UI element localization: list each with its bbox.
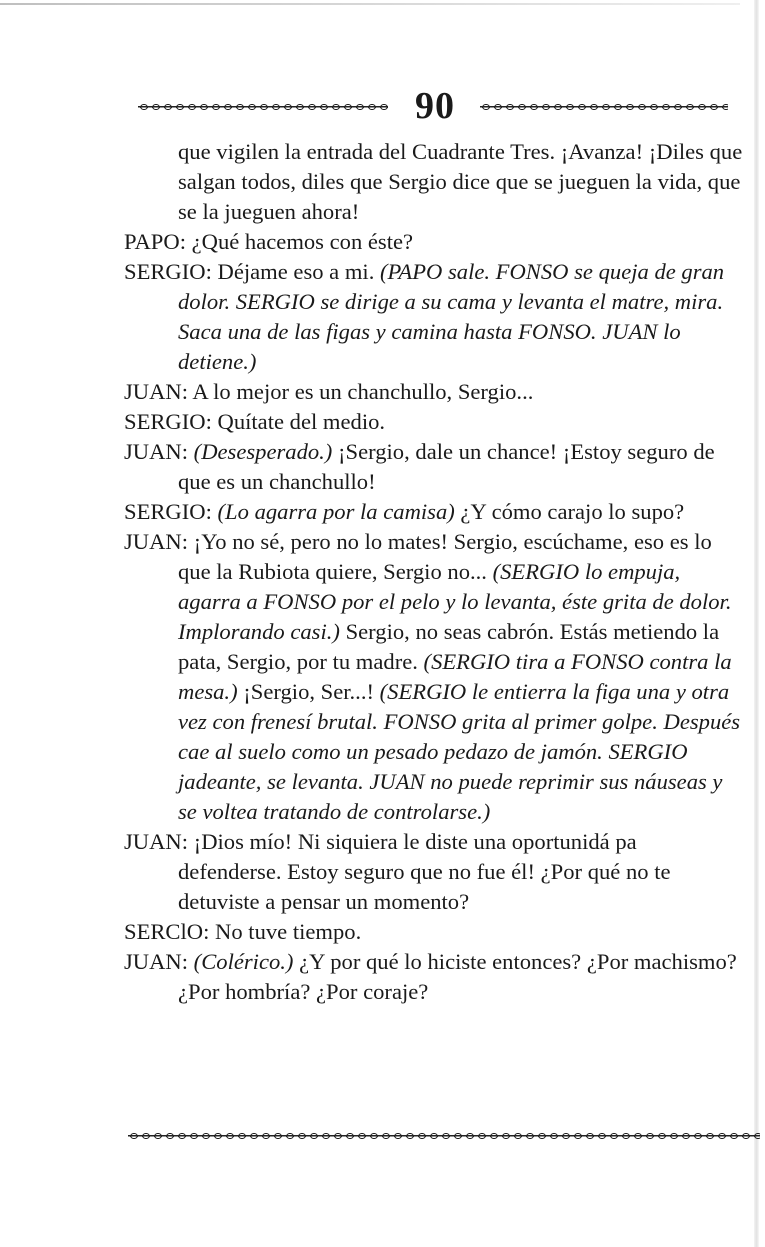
page-top-edge <box>0 3 740 5</box>
stage-direction: (Desesperado.) <box>193 439 333 464</box>
dialogue-text: SERClO: No tuve tiempo. <box>124 919 362 944</box>
dialogue-line <box>124 827 744 917</box>
dialogue-line <box>124 377 744 407</box>
stage-direction: (SERGIO tira a FONSO contra la mesa.) <box>178 649 732 704</box>
dialogue-text: JUAN: <box>124 439 194 464</box>
dialogue-line <box>124 527 744 827</box>
dialogue-text: JUAN: ¡Dios mío! Ni siquiera le diste una oportunidá pa defenderse. Estoy seguro que no fue él! ¿Por qué no te detuviste a pensar un momento? <box>124 829 671 914</box>
page-header <box>138 85 728 132</box>
dialogue-line <box>124 917 744 947</box>
dialogue-text: JUAN: A lo mejor es un chanchullo, Sergio... <box>124 379 534 404</box>
dialogue-line <box>124 497 744 527</box>
stage-direction: (SERGIO lo empuja, agarra a FONSO por el pelo y lo levanta, éste grita de dolor. Implorando casi.) <box>178 559 732 644</box>
stage-direction: (PAPO sale. FONSO se queja de gran dolor. SERGIO se dirige a su cama y levanta el matre, mira. Saca una de las figas y camina hasta FONSO. JUAN lo detiene.) <box>178 259 725 374</box>
dialogue-text: SERGIO: <box>124 499 218 524</box>
dialogue-text: JUAN: ¡Yo no sé, pero no lo mates! Sergio, escúchame, eso es lo que la Rubiota quiere, Sergio no... <box>124 529 712 584</box>
dialogue-text: ¿Y por qué lo hiciste entonces? ¿Por machismo? ¿Por hombría? ¿Por coraje? <box>178 949 737 1004</box>
dialogue-text: que vigilen la entrada del Cuadrante Tres. ¡Avanza! ¡Diles que salgan todos, diles que Sergio dice que se jueguen la vida, que se la jueguen ahora! <box>178 139 743 224</box>
dialogue-line <box>124 437 744 497</box>
dialogue-text: ¡Sergio, dale un chance! ¡Estoy seguro de que es un chanchullo! <box>178 439 715 494</box>
dialogue-text: ¿Y cómo carajo lo supo? <box>454 499 685 524</box>
dialogue-text: Sergio, no seas cabrón. Estás metiendo la pata, Sergio, por tu madre. <box>178 619 720 674</box>
stage-direction: (SERGIO le entierra la figa una y otra vez con frenesí brutal. FONSO grita al primer golpe. Después cae al suelo como un pesado pedazo de jamón. SERGIO jadeante, se levanta. JUAN no puede reprimir sus náuseas y se voltea tratando de controlarse.) <box>178 679 741 824</box>
script-text <box>124 137 744 1007</box>
chain-ornament-footer <box>128 1131 760 1141</box>
dialogue-text: SERGIO: Quítate del medio. <box>124 409 386 434</box>
dialogue-line <box>124 227 744 257</box>
stage-direction: (Lo agarra por la camisa) <box>217 499 455 524</box>
dialogue-text: SERGIO: Déjame eso a mi. <box>124 259 381 284</box>
chain-ornament-left <box>138 102 388 112</box>
dialogue-line <box>124 257 744 377</box>
dialogue-line <box>124 407 744 437</box>
stage-direction: (Colérico.) <box>193 949 294 974</box>
continued-paragraph <box>124 137 744 227</box>
page-right-edge <box>754 0 759 1247</box>
page-number: 90 <box>415 85 455 127</box>
dialogue-text: PAPO: ¿Qué hacemos con éste? <box>124 229 414 254</box>
dialogue-line <box>124 947 744 1007</box>
dialogue-text: ¡Sergio, Ser...! <box>237 679 380 704</box>
chain-ornament-right <box>480 102 728 112</box>
dialogue-text: JUAN: <box>124 949 194 974</box>
